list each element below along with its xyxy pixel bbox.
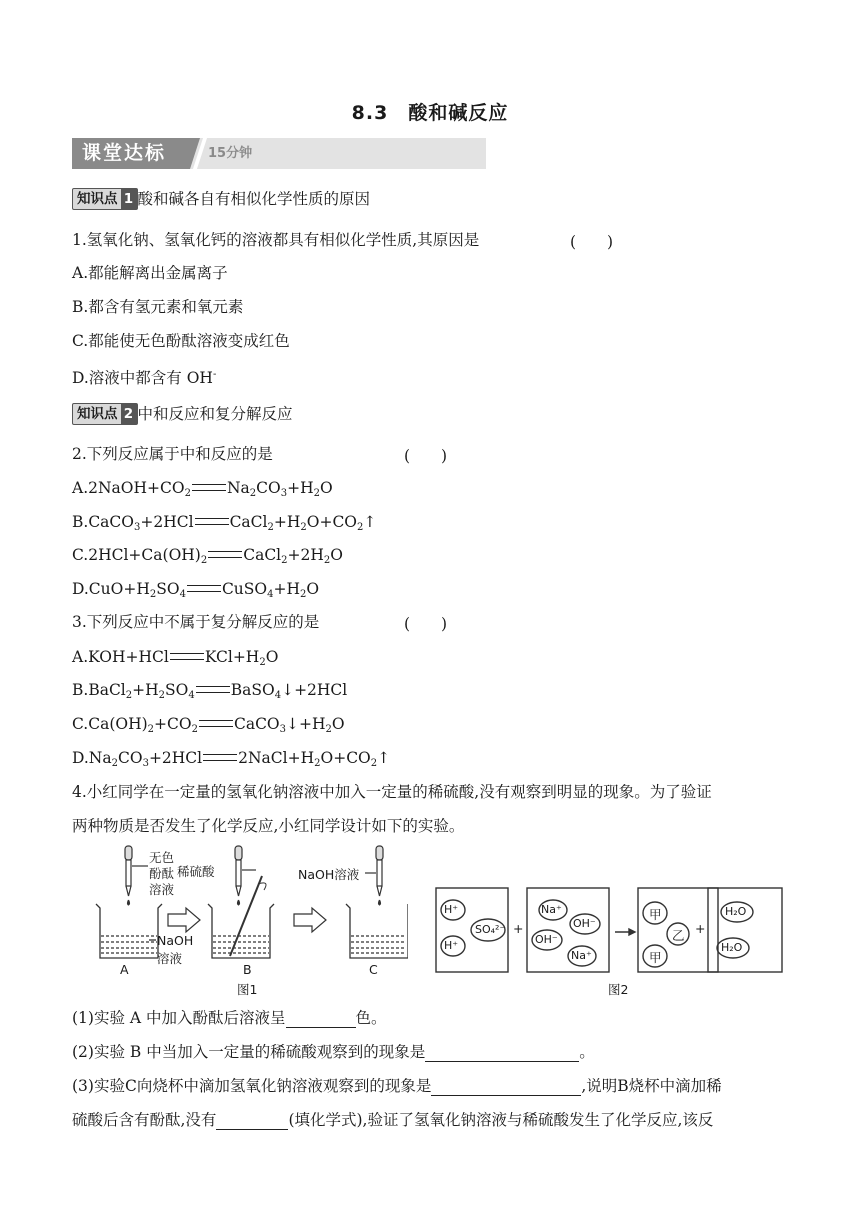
arrow-a-to-b [168,908,200,932]
q2-option-d: $D.CuO+H_2SO_4$ $CuSO_4+H_2O$ [72,580,320,600]
kp2-badge [72,403,138,425]
fig2-ion-na-1: Na⁺ [541,903,562,916]
knowledge-point-1 [72,188,370,210]
q3-stem: 3.下列反应中不属于复分解反应的是 [72,613,320,631]
q4-sub1-text: (1)实验 A 中加入酚酞后溶液呈 [72,1009,286,1027]
q3-option-a: A.KOH+HCl $KCl+H_2O$ [72,648,279,668]
q1-answer-paren[interactable]: ( ) [570,233,614,251]
q4-sub3 [72,1076,722,1096]
q4-sub2-text: (2)实验 B 中当加入一定量的稀硫酸观察到的现象是 [72,1043,426,1061]
beaker-c [346,904,408,958]
fig2-plus-1: + [513,921,524,936]
q1-option-c: C.都能使无色酚酞溶液变成红色 [72,332,290,350]
fig2-particle-jia-1: 甲 [649,907,662,922]
q4-sub3-text: (3)实验C向烧杯中滴加氢氧化钠溶液观察到的现象是 [72,1077,432,1095]
arrow-b-to-c [294,908,326,932]
fig1-beaker-c-label: C [369,962,378,977]
q3-option-d: $D.Na_2CO_3+2HCl$ $2NaCl+H_2O+CO_2↑$ [72,749,391,769]
q4-sub1-tail: 色。 [355,1009,387,1027]
q3-option-c: $C.Ca(OH)_2+CO_2$ $CaCO_3↓+H_2O$ [72,715,345,735]
q3-option-b: $B.BaCl_2+H_2SO_4$ BaSO$_4$↓+2HCl [72,681,348,701]
fig2-particle-jia-2: 甲 [649,950,662,965]
fig1-beaker-b-label: B [243,962,252,977]
q4-sub3-blank[interactable] [431,1079,581,1096]
fig1-phenol-label-1: 无色 [149,850,175,865]
q4-sub2-blank[interactable] [425,1045,579,1062]
q4-sub3-cont [72,1110,713,1130]
q4-sub1 [72,1008,387,1028]
kp1-badge-num: 1 [121,189,137,209]
page-title: 8.3 酸和碱反应 [351,102,509,124]
fig2-ion-h-1: H⁺ [444,903,459,916]
fig2-ion-so4: SO₄²⁻ [475,923,506,936]
fig2-ion-oh-1: OH⁻ [573,917,596,930]
kp1-text: 酸和碱各自有相似化学性质的原因 [137,190,371,208]
dropper-a [125,846,148,905]
knowledge-point-2 [72,403,293,425]
q2-option-a: $A.2NaOH+CO_2$ $Na_2CO_3+H_2O$ [72,479,333,499]
fig1-acid-label: 稀硫酸 [177,864,215,879]
q4-sub3-formula-blank[interactable] [216,1113,288,1130]
q1-option-a: A.都能解离出金属离子 [72,264,228,282]
q4-stem-line2: 两种物质是否发生了化学反应,小红同学设计如下的实验。 [72,817,465,835]
dropper-b [235,846,256,905]
q2-answer-paren[interactable]: ( ) [404,447,448,465]
q2-option-b: B.CaCO$_3$+2HCl $CaCl_2+H_2O+CO_2↑$ [72,513,377,533]
q1-option-b: B.都含有氢元素和氧元素 [72,298,244,316]
fig1-caption: 图1 [237,982,258,997]
fig2-plus-2: + [695,921,706,936]
q4-sub2-tail: 。 [579,1043,595,1061]
beaker-a [96,904,162,958]
q3-answer-paren[interactable]: ( ) [404,615,448,633]
fig2-molecule-h2o-1: H₂O [725,905,747,918]
kp2-text: 中和反应和复分解反应 [137,405,293,423]
fig2-ion-na-2: Na⁺ [571,949,592,962]
dropper-c [365,846,383,905]
fig2-caption: 图2 [608,982,629,997]
banner-label: 课堂达标 [72,138,190,169]
kp2-badge-num: 2 [121,404,137,424]
section-banner [72,138,486,169]
fig1-phenol-label-2: 酚酞 [149,866,175,881]
q4-sub1-blank[interactable] [286,1011,356,1028]
kp1-badge-text: 知识点 [77,191,118,207]
fig1-beaker-a-label: A [120,962,129,977]
fig1-naoh-bottom-label-1: NaOH [157,933,194,948]
fig1-phenol-label-3: 溶液 [149,882,175,897]
q2-stem: 2.下列反应属于中和反应的是 [72,445,273,463]
q1-option-d-text: D.溶液中都含有 OH [72,369,213,387]
fig1-naoh-top-label: NaOH溶液 [298,867,360,882]
fig1-naoh-bottom-label-2: 溶液 [157,951,183,966]
q4-stem-line1: 4.小红同学在一定量的氢氧化钠溶液中加入一定量的稀硫酸,没有观察到明显的现象。为了验证 [72,783,712,801]
q1-option-d: D.溶液中都含有 OH- [72,369,217,387]
q4-sub3-cont-tail: (填化学式),验证了氢氧化钠溶液与稀硫酸发生了化学反应,该反 [288,1111,714,1129]
q4-sub3-tail: ,说明B烧杯中滴加稀 [581,1077,722,1095]
q2-option-c: $C.2HCl+Ca(OH)_2$ $CaCl_2+2H_2O$ [72,546,343,566]
kp2-badge-text: 知识点 [77,406,118,422]
kp1-badge [72,188,138,210]
fig2-molecule-h2o-2: H₂O [721,941,743,954]
banner-time: 15分钟 [208,146,253,161]
fig2-ion-oh-2: OH⁻ [535,933,558,946]
fig2-particle-yi: 乙 [672,928,685,943]
fig2-box-water [708,888,782,972]
q4-sub2 [72,1042,595,1062]
q4-sub3-cont-text: 硫酸后含有酚酞,没有 [72,1111,217,1129]
q1-stem: 1.氢氧化钠、氢氧化钙的溶液都具有相似化学性质,其原因是 [72,231,480,249]
fig2-ion-h-2: H⁺ [444,939,459,952]
